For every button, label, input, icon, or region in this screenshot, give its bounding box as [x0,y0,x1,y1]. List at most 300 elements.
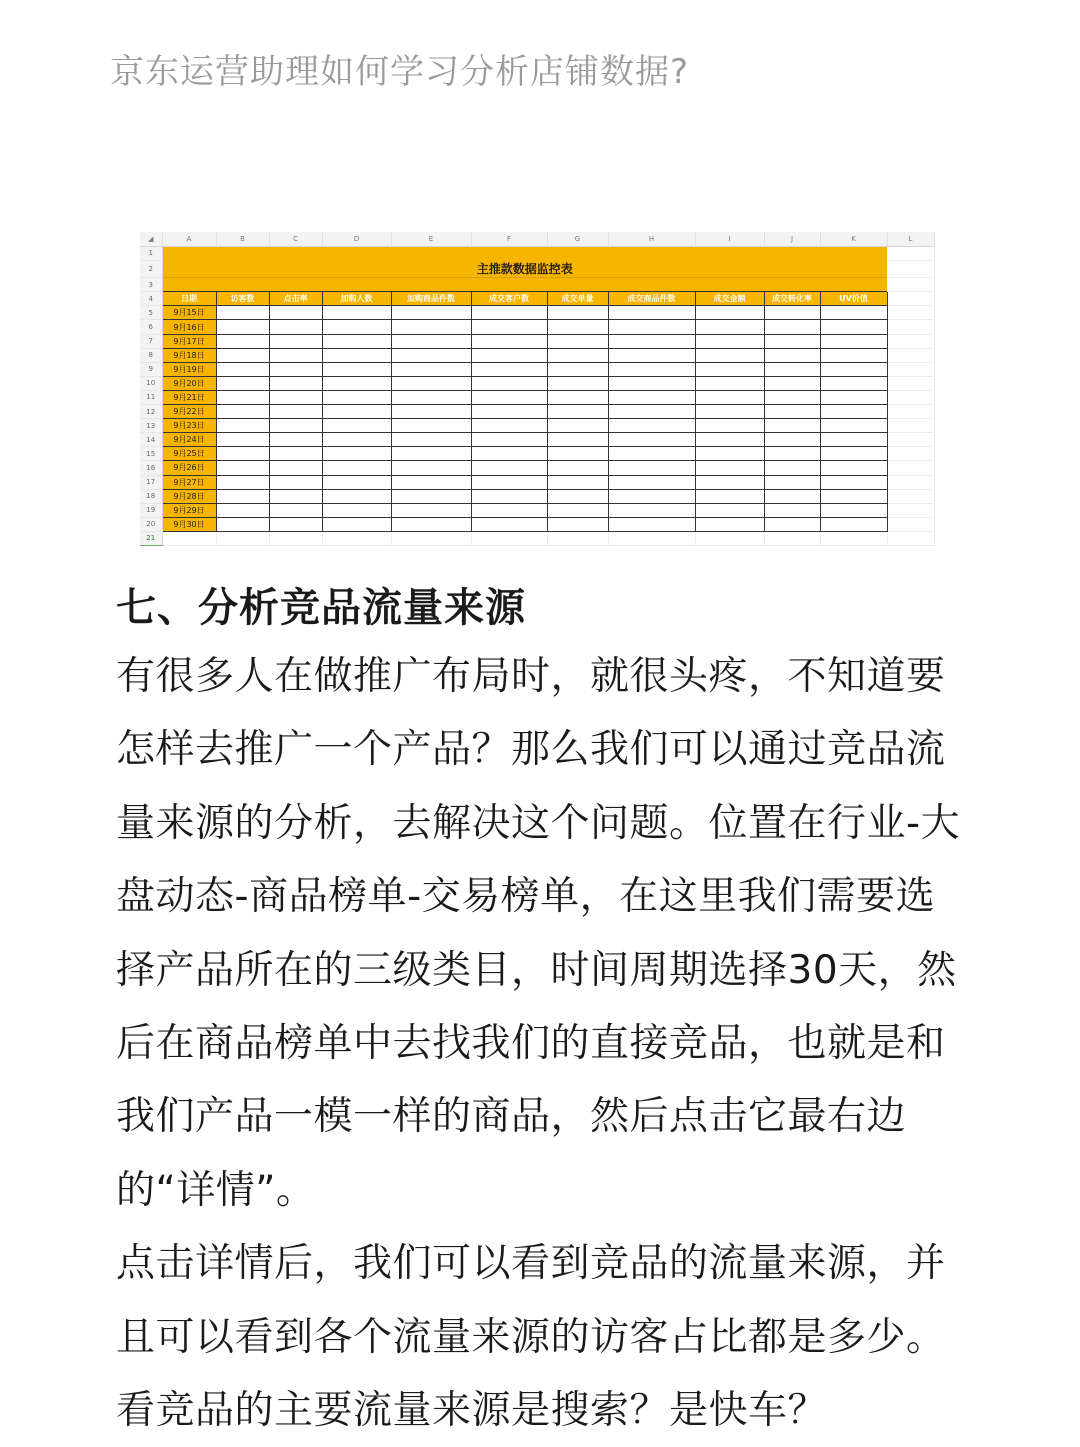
data-cell [820,376,887,390]
data-cell [269,461,322,475]
date-cell: 9月15日 [162,306,216,320]
data-cell [820,362,887,376]
sheet-row [140,433,934,447]
data-cell [322,376,391,390]
grid-cell [887,362,934,376]
data-cell [608,362,695,376]
data-cell [269,419,322,433]
sheet-row [140,278,934,292]
row-number: 5 [140,306,162,320]
title-bar-cell [695,278,764,292]
paragraph-2: 点击详情后，我们可以看到竞品的流量来源，并且可以看到各个流量来源的访客占比都是多少。看竞品的主要流量来源是搜索？是快车？ [116,1241,946,1434]
data-cell [269,334,322,348]
data-cell [216,419,269,433]
row-number: 18 [140,489,162,503]
column-letter: D [322,232,391,246]
column-letter: H [608,232,695,246]
grid-cell [887,447,934,461]
data-cell [608,348,695,362]
data-cell [322,433,391,447]
data-cell [269,503,322,517]
title-bar-cell [608,278,695,292]
data-cell [391,419,471,433]
date-cell: 9月23日 [162,419,216,433]
date-cell: 9月20日 [162,376,216,390]
grid-cell [887,390,934,404]
data-cell [608,405,695,419]
title-bar-cell [820,278,887,292]
sheet-row [140,447,934,461]
title-bar-cell [608,246,695,260]
title-bar-cell [391,246,471,260]
data-cell [269,517,322,531]
data-cell [695,320,764,334]
data-cell [471,419,547,433]
data-cell [391,334,471,348]
title-bar-cell [322,246,391,260]
data-cell [547,419,608,433]
date-cell: 9月28日 [162,489,216,503]
data-cell [547,447,608,461]
date-cell: 9月24日 [162,433,216,447]
title-bar-cell [322,278,391,292]
data-cell [471,475,547,489]
data-cell [322,419,391,433]
data-cell [608,334,695,348]
data-cell [216,348,269,362]
row-number: 15 [140,447,162,461]
data-cell [695,447,764,461]
grid-cell [887,260,934,278]
data-cell [216,334,269,348]
data-cell [322,503,391,517]
title-bar-cell [269,278,322,292]
sheet-row [140,306,934,320]
date-cell: 9月19日 [162,362,216,376]
data-cell [322,517,391,531]
sheet-row [140,376,934,390]
data-cell [322,306,391,320]
data-cell [695,475,764,489]
data-cell [820,306,887,320]
data-cell [322,447,391,461]
date-cell: 9月26日 [162,461,216,475]
sheet-row [140,489,934,503]
sheet-row [140,461,934,475]
data-cell [764,489,820,503]
data-cell [695,390,764,404]
grid-cell [269,531,322,545]
grid-cell [887,348,934,362]
grid-cell [887,320,934,334]
data-cell [547,348,608,362]
data-cell [608,376,695,390]
data-cell [391,503,471,517]
data-cell [695,489,764,503]
row-number: 14 [140,433,162,447]
sheet-row [140,292,934,306]
column-letter: F [471,232,547,246]
page-title: 京东运营助理如何学习分析店铺数据? [110,52,690,92]
data-cell [471,517,547,531]
title-bar-cell [887,246,934,260]
data-cell [820,348,887,362]
data-cell [322,475,391,489]
data-cell [471,348,547,362]
data-cell [764,419,820,433]
data-cell [764,306,820,320]
title-bar-cell [216,278,269,292]
title-bar-cell [471,246,547,260]
column-letter: E [391,232,471,246]
data-cell [216,461,269,475]
column-letter: C [269,232,322,246]
data-cell [764,405,820,419]
date-cell: 9月27日 [162,475,216,489]
data-cell [820,447,887,461]
grid-cell [887,376,934,390]
data-cell [322,461,391,475]
title-bar-cell [391,278,471,292]
date-cell: 9月21日 [162,390,216,404]
column-letter: G [547,232,608,246]
data-cell [391,475,471,489]
data-cell [269,433,322,447]
date-cell: 9月29日 [162,503,216,517]
column-header: 访客数 [216,292,269,306]
grid-cell [887,334,934,348]
column-letter: K [820,232,887,246]
data-cell [391,517,471,531]
grid-cell [322,531,391,545]
column-letter: B [216,232,269,246]
column-header: 加购人数 [322,292,391,306]
data-cell [216,475,269,489]
title-bar-cell [764,278,820,292]
row-number: 11 [140,390,162,404]
column-header: 成交金额 [695,292,764,306]
data-cell [764,348,820,362]
data-cell [269,348,322,362]
data-cell [764,390,820,404]
data-cell [764,447,820,461]
column-header: UV价值 [820,292,887,306]
sheet-corner: ◢ [140,232,162,246]
title-bar-cell [547,246,608,260]
data-cell [547,320,608,334]
data-cell [608,390,695,404]
grid-cell [887,292,934,306]
data-cell [391,306,471,320]
data-cell [269,475,322,489]
data-cell [695,433,764,447]
data-cell [695,419,764,433]
spreadsheet-image [140,232,934,543]
row-number: 4 [140,292,162,306]
data-cell [471,334,547,348]
data-cell [471,489,547,503]
grid-cell [547,531,608,545]
data-cell [471,376,547,390]
data-cell [391,320,471,334]
data-cell [547,503,608,517]
row-number: 19 [140,503,162,517]
row-number: 17 [140,475,162,489]
data-cell [820,390,887,404]
sheet-row [140,260,934,278]
data-cell [608,489,695,503]
data-cell [820,419,887,433]
data-cell [216,376,269,390]
title-bar-cell [820,246,887,260]
data-cell [216,447,269,461]
column-header: 成交客户数 [471,292,547,306]
data-cell [547,475,608,489]
date-cell: 9月16日 [162,320,216,334]
title-bar-cell [162,246,216,260]
grid-cell [391,531,471,545]
data-cell [608,475,695,489]
title-bar-cell [887,278,934,292]
data-cell [471,503,547,517]
data-cell [471,447,547,461]
data-cell [695,362,764,376]
data-cell [820,433,887,447]
grid-cell [887,503,934,517]
data-cell [764,503,820,517]
data-cell [216,390,269,404]
data-cell [547,405,608,419]
data-cell [269,390,322,404]
data-cell [695,334,764,348]
row-number: 21 [140,531,162,545]
paragraph-1: 有很多人在做推广布局时，就很头疼，不知道要怎样去推广一个产品？那么我们可以通过竞品流量来源的分析，去解决这个问题。位置在行业-大盘动态-商品榜单-交易榜单，在这里我们需要选择产品所在的三级类目，时间周期选择30天，然后在商品榜单中去找我们的直接竞品，也就是和我们产品一模一样的商品，然后点击它最右边的“详情”。 [116,654,961,1213]
data-cell [764,433,820,447]
data-cell [547,376,608,390]
data-cell [547,362,608,376]
data-cell [608,447,695,461]
column-letter: I [695,232,764,246]
data-cell [216,489,269,503]
data-cell [764,362,820,376]
title-bar-cell [162,278,216,292]
data-cell [391,489,471,503]
grid-cell [887,461,934,475]
row-number: 13 [140,419,162,433]
sheet-row [140,320,934,334]
data-cell [391,433,471,447]
title-bar-cell [695,246,764,260]
data-cell [322,390,391,404]
sheet-row [140,517,934,531]
data-cell [216,433,269,447]
grid-cell [764,531,820,545]
data-cell [695,306,764,320]
data-cell [471,390,547,404]
row-number: 20 [140,517,162,531]
date-cell: 9月22日 [162,405,216,419]
row-number: 16 [140,461,162,475]
data-cell [695,461,764,475]
table-title: 主推款数据监控表 [162,260,887,278]
data-cell [695,517,764,531]
data-cell [471,320,547,334]
data-cell [391,376,471,390]
data-cell [269,405,322,419]
data-cell [547,334,608,348]
sheet-row [140,390,934,404]
data-cell [322,320,391,334]
data-cell [608,503,695,517]
sheet-row [140,503,934,517]
row-number: 9 [140,362,162,376]
date-cell: 9月17日 [162,334,216,348]
grid-cell [887,475,934,489]
data-cell [391,362,471,376]
data-cell [764,320,820,334]
column-letter: A [162,232,216,246]
title-bar-cell [764,246,820,260]
sheet-row [140,362,934,376]
data-cell [322,362,391,376]
date-cell: 9月25日 [162,447,216,461]
data-cell [391,348,471,362]
grid-cell [887,489,934,503]
data-cell [269,362,322,376]
data-cell [608,419,695,433]
grid-cell [887,405,934,419]
data-cell [269,447,322,461]
data-cell [471,461,547,475]
data-cell [764,334,820,348]
data-cell [216,320,269,334]
grid-cell [887,531,934,545]
data-cell [322,348,391,362]
row-number: 1 [140,246,162,260]
data-cell [764,517,820,531]
grid-cell [887,306,934,320]
grid-cell [887,517,934,531]
data-cell [547,517,608,531]
data-cell [216,517,269,531]
sheet-row [140,246,934,260]
data-cell [695,348,764,362]
data-cell [695,405,764,419]
date-cell: 9月18日 [162,348,216,362]
data-cell [764,461,820,475]
data-cell [391,390,471,404]
grid-cell [887,433,934,447]
row-number: 2 [140,260,162,278]
data-cell [820,461,887,475]
grid-cell [471,531,547,545]
data-cell [820,405,887,419]
column-letter: J [764,232,820,246]
data-cell [547,306,608,320]
data-cell [820,320,887,334]
data-cell [471,405,547,419]
data-cell [608,517,695,531]
data-cell [764,475,820,489]
sheet-row [140,531,934,545]
data-cell [547,461,608,475]
title-bar-cell [547,278,608,292]
row-number: 6 [140,320,162,334]
data-cell [608,306,695,320]
row-number: 10 [140,376,162,390]
data-cell [820,475,887,489]
data-cell [269,489,322,503]
data-cell [820,517,887,531]
grid-cell [695,531,764,545]
date-cell: 9月30日 [162,517,216,531]
grid-cell [162,531,216,545]
data-cell [471,306,547,320]
data-cell [695,376,764,390]
row-number: 3 [140,278,162,292]
column-letter: L [887,232,934,246]
title-bar-cell [269,246,322,260]
data-cell [608,461,695,475]
row-number: 8 [140,348,162,362]
grid-cell [216,531,269,545]
data-cell [322,334,391,348]
title-bar-cell [471,278,547,292]
data-cell [608,433,695,447]
data-cell [820,489,887,503]
data-cell [764,376,820,390]
grid-cell [887,419,934,433]
column-header: 点击率 [269,292,322,306]
data-cell [391,461,471,475]
sheet-row [140,348,934,362]
data-cell [391,405,471,419]
data-cell [547,489,608,503]
row-number: 12 [140,405,162,419]
data-cell [216,362,269,376]
data-cell [216,306,269,320]
column-header: 成交单量 [547,292,608,306]
data-cell [322,405,391,419]
data-cell [322,489,391,503]
data-cell [820,334,887,348]
column-header: 日期 [162,292,216,306]
section-heading: 七、分析竞品流量来源 [116,585,526,631]
data-monitor-table [140,232,935,546]
data-cell [547,433,608,447]
row-number: 7 [140,334,162,348]
sheet-row [140,475,934,489]
data-cell [608,320,695,334]
grid-cell [608,531,695,545]
column-header: 加购商品件数 [391,292,471,306]
sheet-row [140,419,934,433]
article-body [116,640,966,1447]
data-cell [216,405,269,419]
data-cell [269,306,322,320]
sheet-row [140,405,934,419]
data-cell [216,503,269,517]
column-header: 成交转化率 [764,292,820,306]
data-cell [547,390,608,404]
data-cell [820,503,887,517]
title-bar-cell [216,246,269,260]
data-cell [471,362,547,376]
sheet-row [140,334,934,348]
grid-cell [820,531,887,545]
column-header: 成交商品件数 [608,292,695,306]
column-header-row [140,232,934,246]
